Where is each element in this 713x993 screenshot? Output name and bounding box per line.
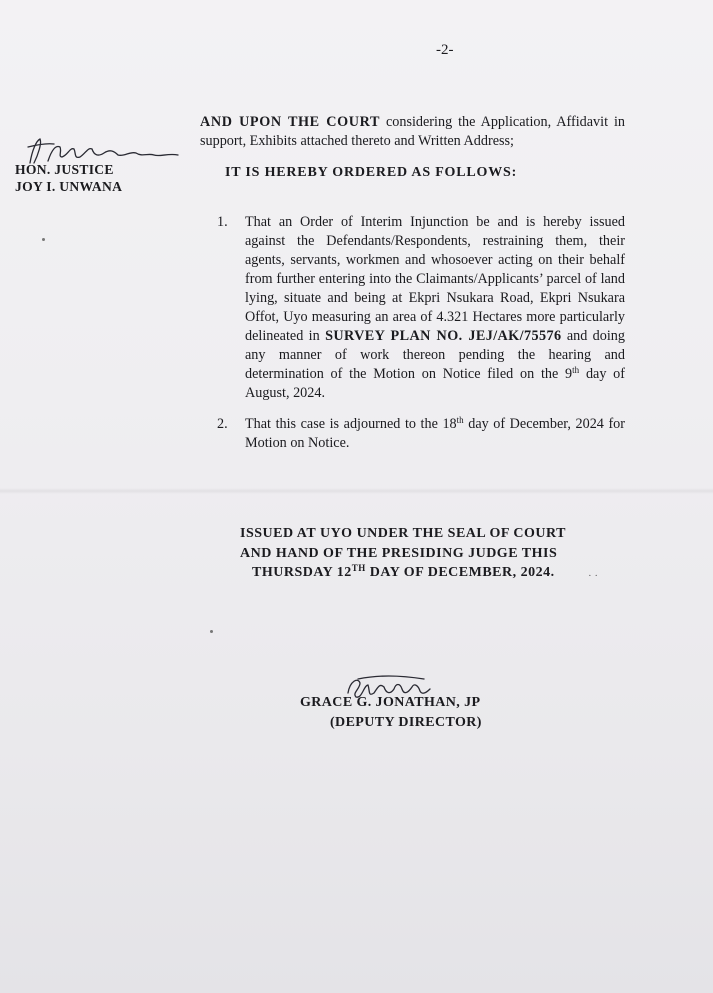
- ordinal-suffix: TH: [351, 563, 366, 573]
- speck-marks: · ·: [588, 570, 599, 582]
- order-text-end: day of December, 2024 for Motion on Notice.: [245, 416, 625, 451]
- orders-list: [217, 213, 625, 453]
- registrar-name: GRACE G. JONATHAN, JP: [300, 695, 481, 710]
- intro-lead: AND UPON THE COURT: [200, 114, 381, 130]
- order-number: 2.: [217, 416, 228, 432]
- paper-speck: [42, 238, 45, 241]
- issued-line-3: [240, 563, 600, 583]
- issued-date-b: DAY OF DECEMBER, 2024.: [369, 565, 555, 580]
- registrar-title: (DEPUTY DIRECTOR): [330, 715, 482, 730]
- issued-line-2: AND HAND OF THE PRESIDING JUDGE THIS: [240, 545, 558, 561]
- order-number: 1.: [217, 214, 228, 230]
- issued-date-a: THURSDAY 12: [252, 565, 352, 580]
- order-text-end: day of August, 2024.: [245, 366, 625, 401]
- order-item-1: [217, 213, 625, 403]
- intro-text: considering the Application, Affidavit in support, Exhibits attached thereto and Written Address;: [200, 114, 626, 149]
- order-text: That this case is adjourned to the 18: [245, 416, 457, 432]
- issued-statement: [240, 524, 600, 583]
- judge-block: [15, 161, 122, 195]
- ordinal-suffix: th: [456, 415, 464, 425]
- ordered-heading: IT IS HEREBY ORDERED AS FOLLOWS:: [225, 165, 518, 180]
- judge-title: HON. JUSTICE: [15, 162, 114, 177]
- ordinal-suffix: th: [572, 365, 580, 375]
- paper-speck: [210, 630, 213, 633]
- order-text: That an Order of Interim Injunction be and is hereby issued against the Defendants/Respondents, restraining them, their agents, servants, workmen and whosoever acting on their behalf from further entering into the Claimants/Applicants’ parcel of land lying, situate and being at Ekpri Nsukara Road, Ekpri Nsukara Offot, Uyo measuring an area of 4.321 Hectares more particularly delineated in: [245, 214, 625, 344]
- order-item-2: [217, 415, 625, 453]
- order-text-cont: and doing any manner of work thereon pending the hearing and determination of the Motion on Notice filed on the 9: [245, 328, 625, 382]
- survey-plan-reference: SURVEY PLAN NO. JEJ/AK/75576: [325, 328, 562, 344]
- judge-name: JOY I. UNWANA: [15, 179, 123, 194]
- issued-line-1: ISSUED AT UYO UNDER THE SEAL OF COURT: [240, 526, 566, 541]
- paper-fold: [0, 488, 713, 494]
- page-number: -2-: [436, 42, 454, 58]
- registrar-block: [300, 693, 482, 733]
- intro-paragraph: [200, 113, 625, 151]
